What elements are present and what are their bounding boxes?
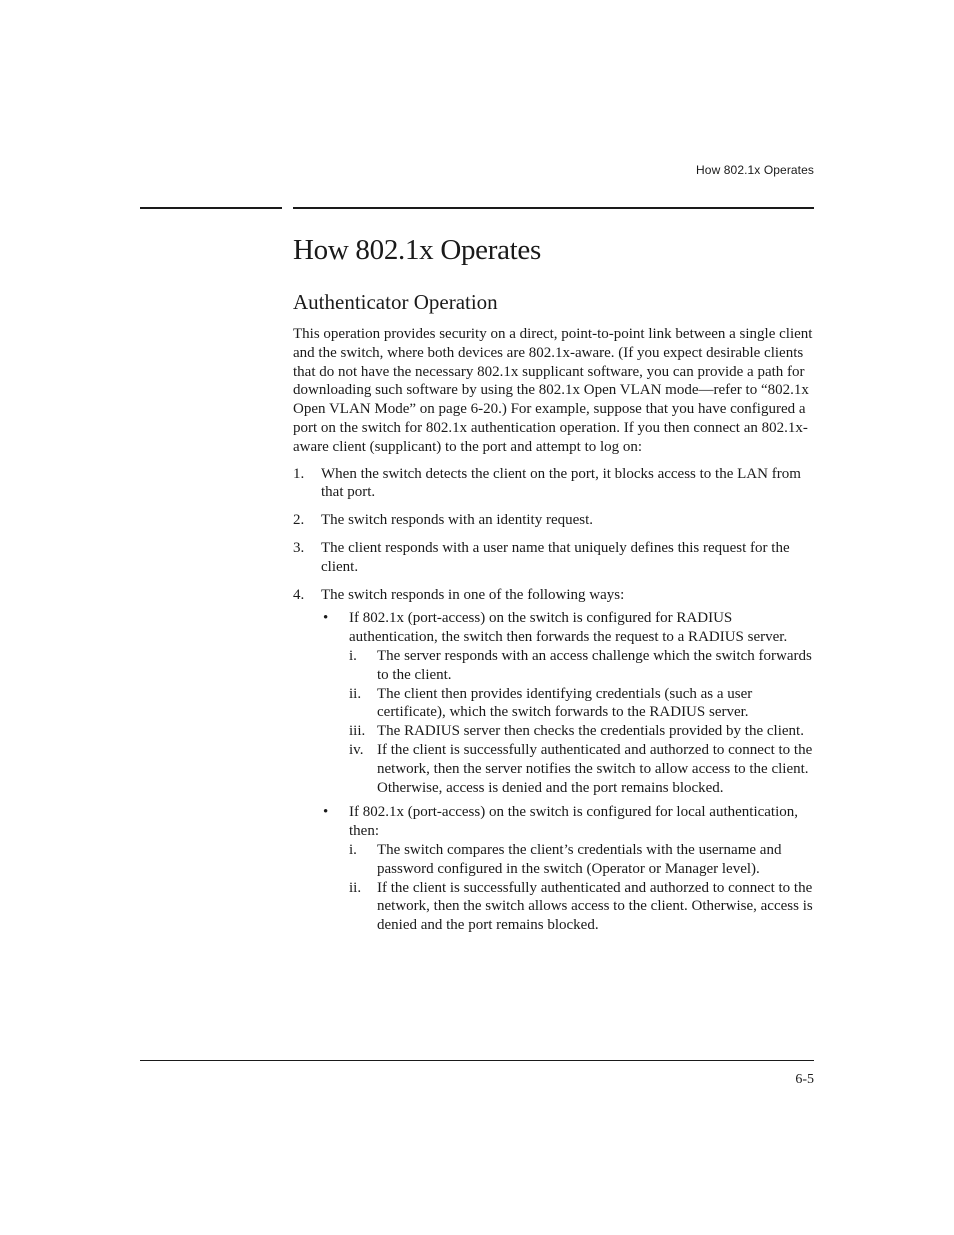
sub-text: The RADIUS server then checks the credentials provided by the client.	[377, 723, 804, 740]
running-header: How 802.1x Operates	[696, 163, 814, 177]
bullet-item	[321, 609, 814, 797]
sub-text: The switch compares the client’s credentials with the username and password configured in the switch (Operator or Manager level).	[377, 841, 782, 877]
sub-list	[349, 647, 814, 797]
sub-number: i.	[349, 841, 357, 858]
step-number: 2.	[293, 512, 305, 529]
sub-number: i.	[349, 647, 357, 664]
list-item	[293, 511, 814, 530]
step-text: The switch responds with an identity request.	[321, 512, 594, 529]
step-number: 1.	[293, 465, 305, 482]
sub-text: The client then provides identifying credentials (such as a user certificate), which the switch forwards to the RADIUS server.	[377, 685, 753, 721]
header-rule-right	[293, 207, 814, 209]
bullet-text: If 802.1x (port-access) on the switch is configured for RADIUS authentication, the switch then forwards the request to a RADIUS server.	[349, 610, 788, 646]
sub-text: If the client is successfully authenticated and authorzed to connect to the network, then the server notifies the switch to allow access to the client. Otherwise, access is denied and the port remains blocked.	[377, 741, 813, 796]
page-number: 6-5	[795, 1072, 814, 1087]
sub-text: If the client is successfully authenticated and authorzed to connect to the network, then the switch allows access to the client. Otherwise, access is denied and the port remains blocked.	[377, 879, 813, 934]
sub-item	[349, 841, 814, 879]
sub-number: ii.	[349, 879, 362, 896]
sub-item	[349, 741, 814, 797]
sub-item	[349, 722, 814, 741]
list-item	[293, 586, 814, 935]
header-rule-left	[140, 207, 282, 209]
step-text: The client responds with a user name that uniquely defines this request for the client.	[321, 539, 790, 575]
intro-paragraph: This operation provides security on a direct, point-to-point link between a single client and the switch, where both devices are 802.1x-aware. (If you expect desirable clients that do not have the necessary 802.1x supplicant software, you can provide a path for downloading such software by using the 802.1x Open VLAN mode—refer to “802.1x Open VLAN Mode” on page 6-20.) For example, suppose that you have configured a port on the switch for 802.1x authentication operation. If you then connect an 802.1x-aware client (supplicant) to the port and attempt to log on:	[293, 326, 813, 455]
bullet-item	[321, 803, 814, 935]
page-content	[293, 228, 814, 944]
step-number: 3.	[293, 539, 305, 556]
list-item	[293, 539, 814, 577]
sub-number: ii.	[349, 685, 362, 702]
sub-number: iv.	[349, 741, 364, 758]
step-text: When the switch detects the client on the port, it blocks access to the LAN from that port.	[321, 465, 801, 501]
bullet-text: If 802.1x (port-access) on the switch is configured for local authentication, then:	[349, 804, 799, 840]
step-number: 4.	[293, 586, 305, 603]
sub-item	[349, 879, 814, 935]
list-item	[293, 465, 814, 503]
sub-list	[349, 841, 814, 935]
section-subtitle: Authenticator Operation	[293, 290, 498, 314]
steps-list	[293, 465, 814, 935]
bullet-list	[321, 609, 814, 935]
sub-text: The server responds with an access challenge which the switch forwards to the client.	[377, 647, 812, 683]
sub-item	[349, 685, 814, 723]
footer-rule	[140, 1060, 814, 1061]
sub-item	[349, 647, 814, 685]
bullet-icon: •	[323, 610, 329, 627]
bullet-icon: •	[323, 804, 329, 821]
step-text: The switch responds in one of the following ways:	[321, 586, 625, 603]
section-title: How 802.1x Operates	[293, 234, 541, 266]
sub-number: iii.	[349, 723, 366, 740]
